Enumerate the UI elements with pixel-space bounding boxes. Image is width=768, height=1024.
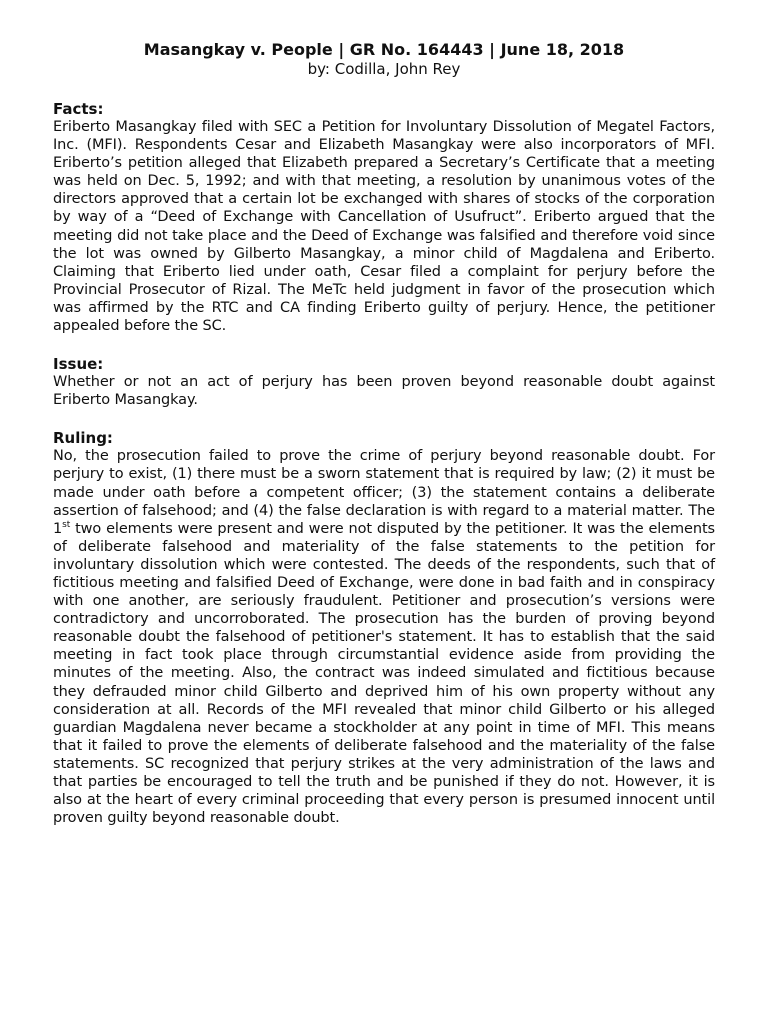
- ruling-body-part-1: No, the prosecution failed to prove the crime of perjury beyond reasonable doubt. For perjury to exist, (1) there must be a sworn statement that is required by law; (2) it must be made under oath before a competent officer; (3) the statement contains a deliberate assertion of falsehood; and (4) the false declaration is with regard to a material matter. The 1: [53, 448, 715, 537]
- ruling-body-part-2: two elements were present and were not disputed by the petitioner. It was the elements of deliberate falsehood and materiality of the false statements to the petition for involuntary dissolution which were contested. The deeds of the respondents, such that of fictitious meeting and falsified Deed of Exchange, were done in bad faith and in conspiracy with one another, are seriously fraudulent. Petitioner and prosecution’s versions were contradictory and uncorroborated. The prosecution has the burden of proving beyond reasonable doubt the falsehood of petitioner's statement. It has to establish that the said meeting in fact took place through circumstantial evidence aside from providing the minutes of the meeting. Also, the contract was indeed simulated and fictitious because they defrauded minor child Gilberto and deprived him of his own property without any consideration at all. Records of the MFI revealed that minor child Gilberto or his alleged guardian Magdalena never became a stockholder at any point in time of MFI. This means that it failed to prove the elements of deliberate falsehood and the materiality of the false statements. SC recognized that perjury strikes at the very administration of the laws and that parties be encouraged to tell the truth and be punished if they do not. However, it is also at the heart of every criminal proceeding that every person is presumed innocent until proven guilty beyond reasonable doubt.: [53, 520, 715, 827]
- issue-body: Whether or not an act of perjury has been proven beyond reasonable doubt against Eriberto Masangkay.: [53, 374, 715, 409]
- document-byline: by: Codilla, John Rey: [307, 60, 461, 78]
- ordinal-superscript: st: [62, 519, 71, 530]
- issue-heading: Issue:: [53, 355, 104, 374]
- document-page: [53, 40, 715, 847]
- facts-heading: Facts:: [53, 100, 104, 118]
- ruling-heading: Ruling:: [53, 429, 113, 448]
- facts-body: Eriberto Masangkay filed with SEC a Petition for Involuntary Dissolution of Megatel Factors, Inc. (MFI). Respondents Cesar and Elizabeth Masangkay were also incorporators of MFI. Eriberto’s petition alleged that Elizabeth prepared a Secretary’s Certificate that a meeting was held on Dec. 5, 1992; and with that meeting, a resolution by unanimous votes of the directors approved that a certain lot be exchanged with shares of stocks of the corporation by way of a “Deed of Exchange with Cancellation of Usufruct”. Eriberto argued that the meeting did not take place and the Deed of Exchange was falsified and therefore void since the lot was owned by Gilberto Masangkay, a minor child of Magdalena and Eriberto. Claiming that Eriberto lied under oath, Cesar filed a complaint for perjury before the Provincial Prosecutor of Rizal. The MeTc held judgment in favor of the prosecution which was affirmed by the RTC and CA finding Eriberto guilty of perjury. Hence, the petitioner appealed before the SC.: [53, 119, 715, 335]
- ruling-body: [53, 447, 715, 827]
- document-title: Masangkay v. People | GR No. 164443 | June 18, 2018: [143, 40, 625, 59]
